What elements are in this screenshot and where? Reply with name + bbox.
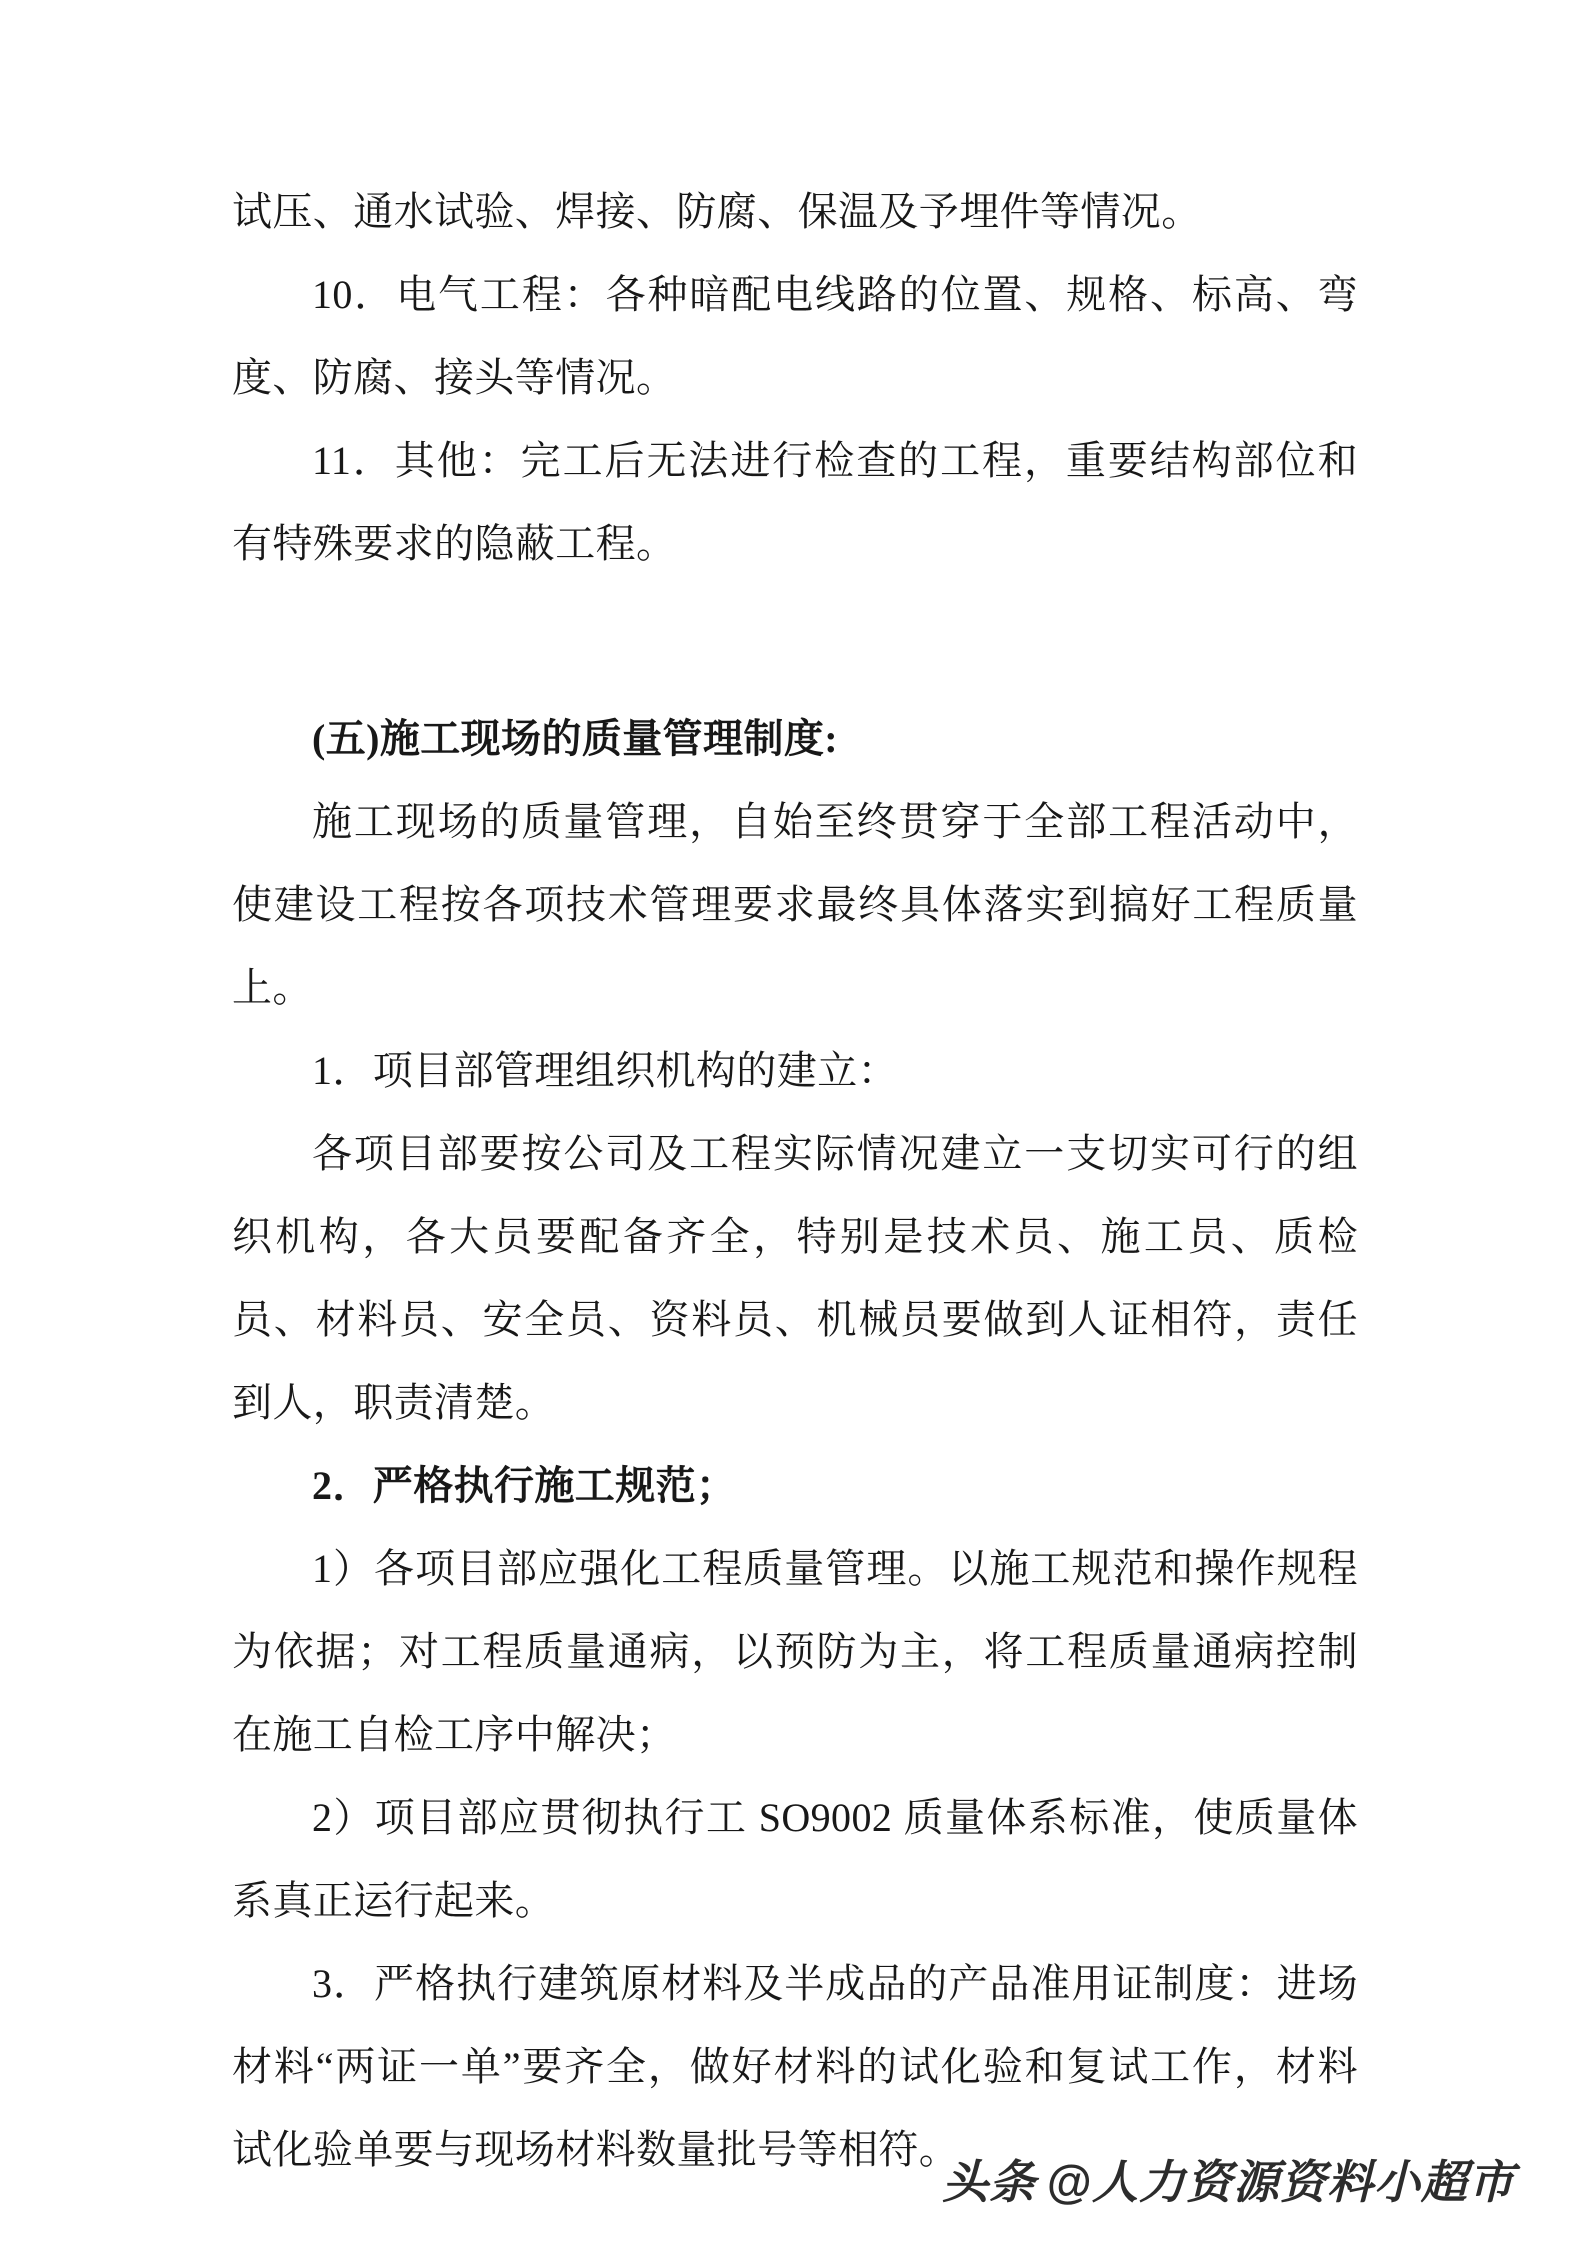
paragraph-item-11: 11．其他：完工后无法进行检查的工程，重要结构部位和有特殊要求的隐蔽工程。 — [232, 438, 1358, 566]
paragraph-item-1-body: 各项目部要按公司及工程实际情况建立一支切实可行的组织机构，各大员要配备齐全，特别是技术员、施工员、质检员、材料员、安全员、资料员、机械员要做到人证相符，责任到人，职责清楚。 — [232, 1131, 1358, 1425]
watermark-platform: 头条 — [942, 2156, 1037, 2208]
paragraph-item-10: 10．电气工程：各种暗配电线路的位置、规格、标高、弯度、防腐、接头等情况。 — [232, 272, 1358, 400]
section-heading-five: (五)施工现场的质量管理制度: — [312, 716, 838, 761]
watermark-account: @人力资源资料小超市 — [1046, 2156, 1515, 2208]
paragraph-item-2-sub-1: 1）各项目部应强化工程质量管理。以施工规范和操作规程为依据；对工程质量通病，以预防为主，将工程质量通病控制在施工自检工序中解决； — [232, 1546, 1358, 1757]
section-spacer — [232, 585, 1358, 697]
document-body — [232, 170, 1358, 2191]
paragraph-item-2-sub-2: 2）项目部应贯彻执行工 SO9002 质量体系标准，使质量体系真正运行起来。 — [232, 1795, 1358, 1923]
paragraph-continuation-item-9: 试压、通水试验、焊接、防腐、保温及予埋件等情况。 — [232, 189, 1202, 234]
watermark — [942, 2156, 1515, 2208]
paragraph-item-2-title: 2．严格执行施工规范； — [312, 1463, 737, 1508]
paragraph-section-intro: 施工现场的质量管理，自始至终贯穿于全部工程活动中，使建设工程按各项技术管理要求最终具体落实到搞好工程质量上。 — [232, 799, 1358, 1010]
paragraph-item-1-title: 1．项目部管理组织机构的建立： — [312, 1048, 898, 1093]
paragraph-item-3: 3．严格执行建筑原材料及半成品的产品准用证制度：进场材料“两证一单”要齐全，做好材料的试化验和复试工作，材料试化验单要与现场材料数量批号等相符。 — [232, 1961, 1358, 2172]
